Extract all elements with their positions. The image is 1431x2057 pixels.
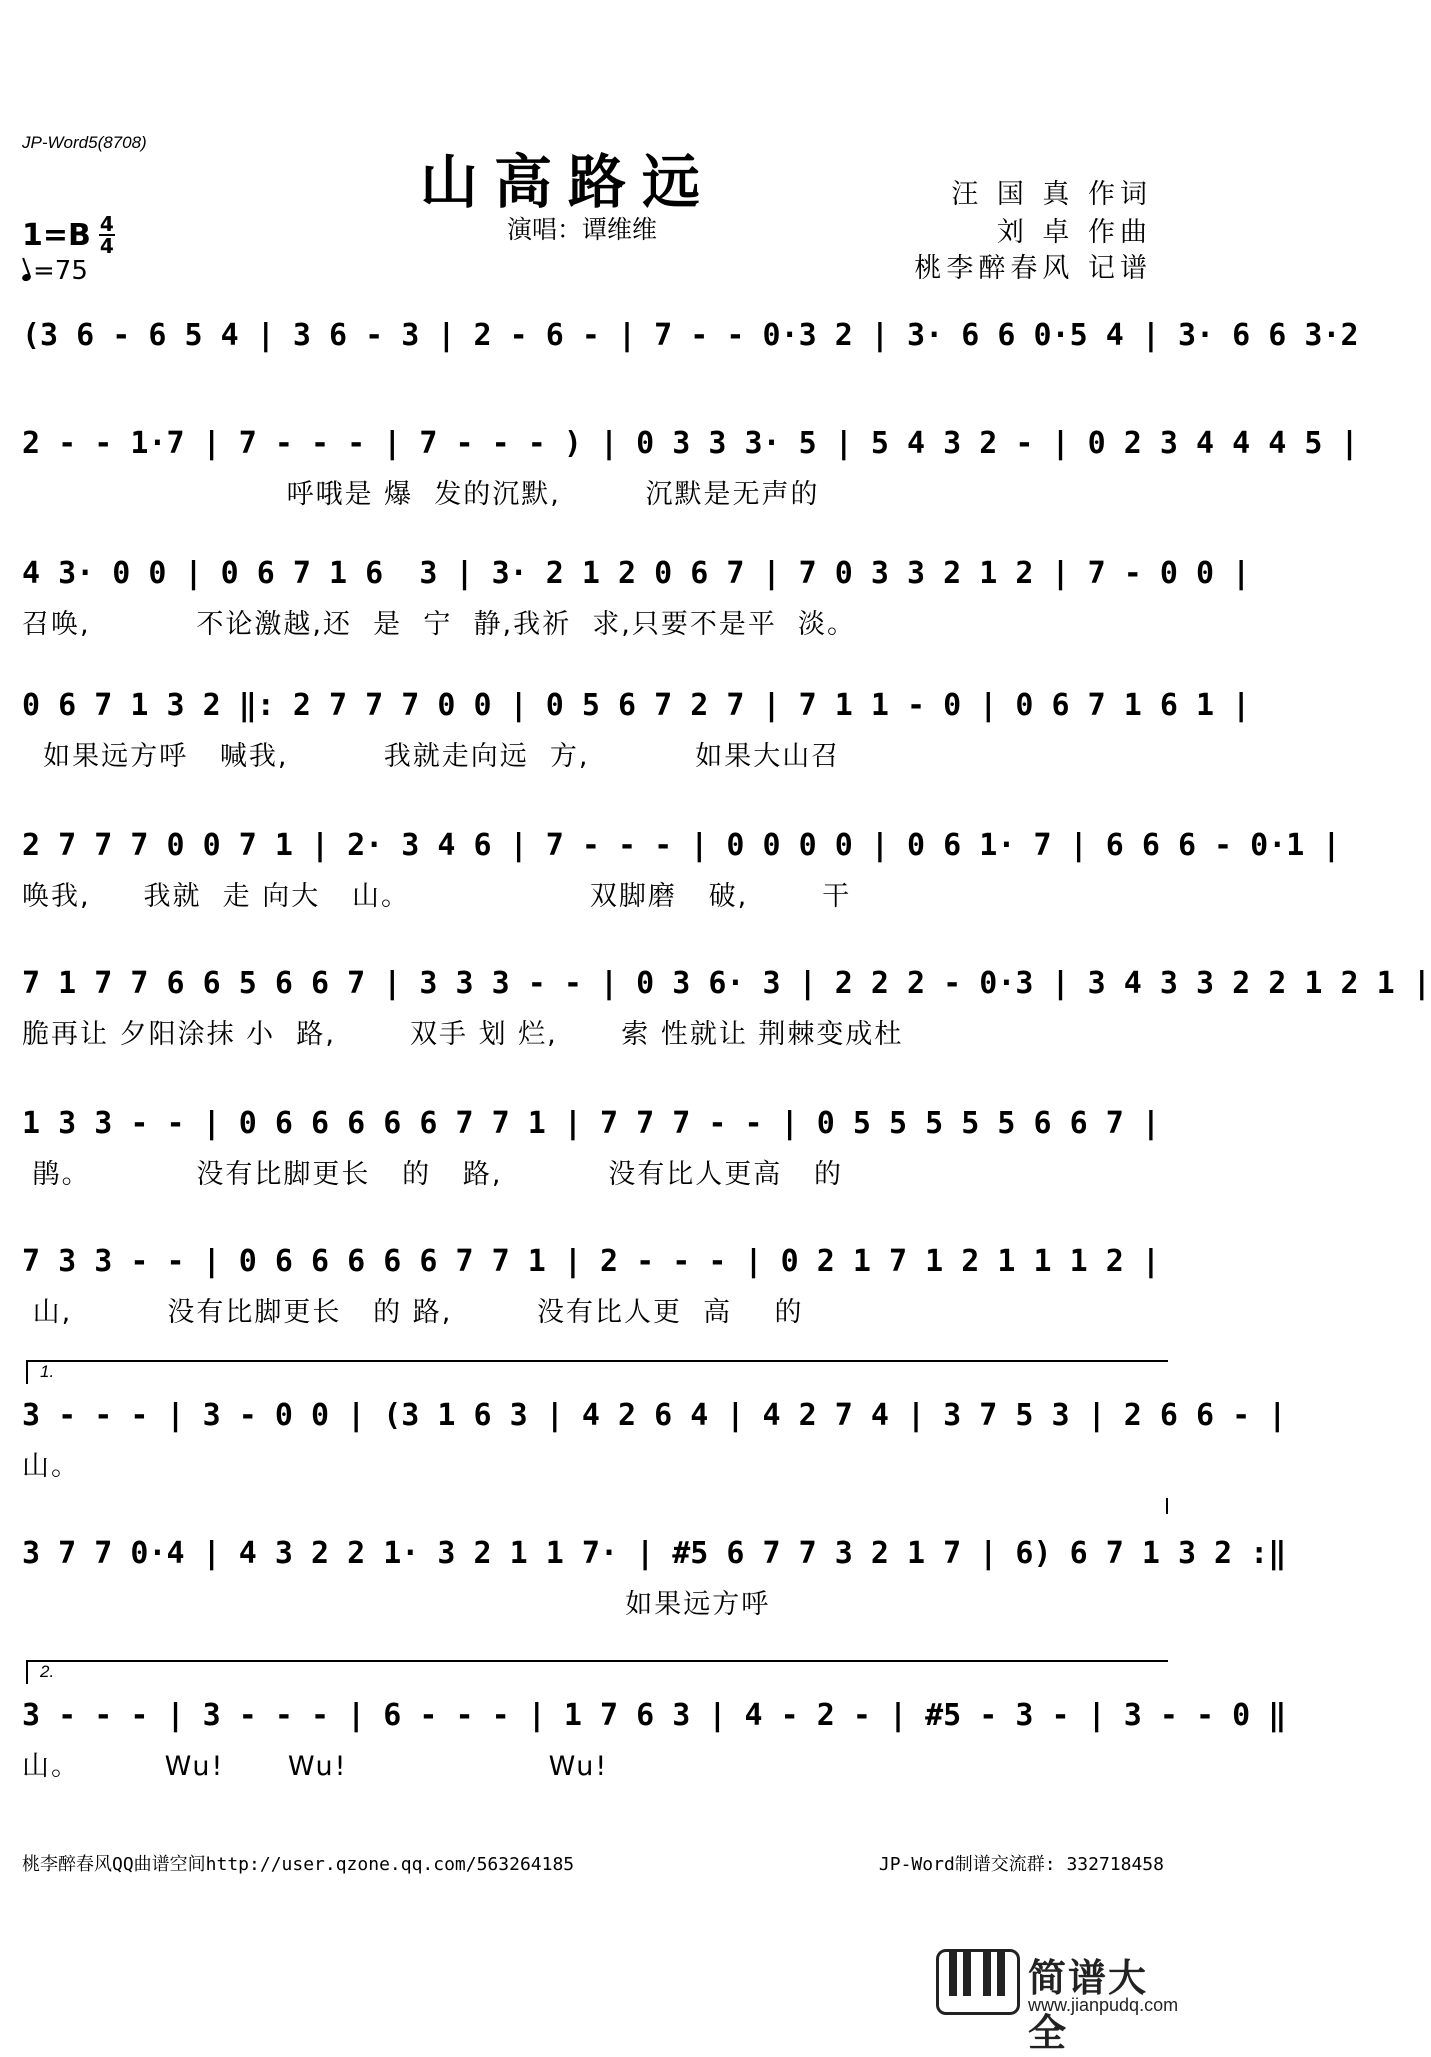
lyric-line: 召唤, 不论激越,还 是 宁 静,我祈 求,只要不是平 淡。 bbox=[22, 609, 856, 640]
notation-line: 7 3 3 - - | 0 6 6 6 6 6 7 7 1 | 2 - - - | 0 2 1 7 1 2 1 1 1 2 | bbox=[22, 1244, 1160, 1279]
lyric-line: 呼哦是 爆 发的沉默, 沉默是无声的 bbox=[22, 479, 820, 510]
logo-url: www.jianpudq.com bbox=[1028, 1995, 1179, 2015]
footer-source: 桃李醉春风QQ曲谱空间http://user.qzone.qq.com/563264185 bbox=[22, 1854, 575, 1875]
second-ending-number: 2. bbox=[40, 1662, 55, 1681]
first-ending-number: 1. bbox=[40, 1362, 55, 1381]
logo-text: 简谱大全 bbox=[1028, 1956, 1149, 2055]
notation-line: 2 7 7 7 0 0 7 1 | 2· 3 4 6 | 7 - - - | 0 0 0 0 | 0 6 1· 7 | 6 6 6 - 0·1 | bbox=[22, 828, 1341, 863]
lyric-line: 鹃。 没有比脚更长 的 路, 没有比人更高 的 bbox=[22, 1159, 844, 1190]
software-label: JP-Word5(8708) bbox=[22, 133, 147, 152]
lyric-line: 山, 没有比脚更长 的 路, 没有比人更 高 的 bbox=[22, 1297, 804, 1328]
notation-line: 2 - - 1·7 | 7 - - - | 7 - - - ) | 0 3 3 3· 5 | 5 4 3 2 - | 0 2 3 4 4 4 5 | bbox=[22, 426, 1359, 461]
lyric-line: 如果远方呼 bbox=[22, 1589, 771, 1620]
lyric-line: 山。 Wu! Wu! Wu! bbox=[22, 1751, 609, 1782]
notation-line: 3 - - - | 3 - 0 0 | (3 1 6 3 | 4 2 6 4 | 4 2 7 4 | 3 7 5 3 | 2 6 6 - | bbox=[22, 1398, 1287, 1433]
lyric-line: 唤我, 我就 走 向大 山。 双脚磨 破, 干 bbox=[22, 881, 852, 912]
site-logo bbox=[936, 1945, 1186, 2055]
time-signature bbox=[99, 214, 115, 256]
tempo-value: =75 bbox=[33, 256, 88, 286]
time-top: 4 bbox=[99, 212, 114, 236]
key-signature bbox=[22, 214, 115, 256]
notation-line: 4 3· 0 0 | 0 6 7 1 6 3 | 3· 2 1 2 0 6 7 | 7 0 3 3 2 1 2 | 7 - 0 0 | bbox=[22, 556, 1251, 591]
ending-bracket-tick bbox=[1166, 1498, 1168, 1514]
footer-group: JP-Word制谱交流群: 332718458 bbox=[878, 1854, 1164, 1875]
quarter-note-icon bbox=[21, 272, 32, 282]
transcriber-credit: 桃李醉春风 记谱 bbox=[914, 253, 1152, 284]
piano-icon bbox=[936, 1949, 1020, 2015]
notation-line: 7 1 7 7 6 6 5 6 6 7 | 3 3 3 - - | 0 3 6· 3 | 2 2 2 - 0·3 | 3 4 3 3 2 2 1 2 1 | bbox=[22, 966, 1431, 1001]
notation-line: 0 6 7 1 3 2 ‖: 2 7 7 7 0 0 | 0 5 6 7 2 7 | 7 1 1 - 0 | 0 6 7 1 6 1 | bbox=[22, 688, 1251, 723]
lyric-line: 脆再让 夕阳涂抹 小 路, 双手 划 烂, 索 性就让 荆棘变成杜 bbox=[22, 1019, 904, 1050]
lyricist-credit: 汪 国 真 作词 bbox=[951, 179, 1152, 210]
notation-line: 1 3 3 - - | 0 6 6 6 6 6 7 7 1 | 7 7 7 - - | 0 5 5 5 5 5 6 6 7 | bbox=[22, 1106, 1160, 1141]
composer-credit: 刘 卓 作曲 bbox=[996, 217, 1152, 248]
notation-line: (3 6 - 6 5 4 | 3 6 - 3 | 2 - 6 - | 7 - - 0·3 2 | 3· 6 6 0·5 4 | 3· 6 6 3·2 bbox=[22, 318, 1359, 353]
singer-credit: 演唱：谭维维 bbox=[507, 215, 658, 244]
song-title: 山高路远 bbox=[420, 148, 717, 216]
time-bottom: 4 bbox=[99, 234, 114, 258]
notation-line: 3 7 7 0·4 | 4 3 2 2 1· 3 2 1 1 7· | #5 6 7 7 3 2 1 7 | 6) 6 7 1 3 2 :‖ bbox=[22, 1536, 1287, 1571]
tempo-marking bbox=[22, 256, 88, 286]
lyric-line: 如果远方呼 喊我, 我就走向远 方, 如果大山召 bbox=[22, 741, 841, 772]
lyric-line: 山。 bbox=[22, 1451, 80, 1482]
key-label: 1=B bbox=[22, 217, 91, 253]
notation-line: 3 - - - | 3 - - - | 6 - - - | 1 7 6 3 | 4 - 2 - | #5 - 3 - | 3 - - 0 ‖ bbox=[22, 1698, 1287, 1733]
